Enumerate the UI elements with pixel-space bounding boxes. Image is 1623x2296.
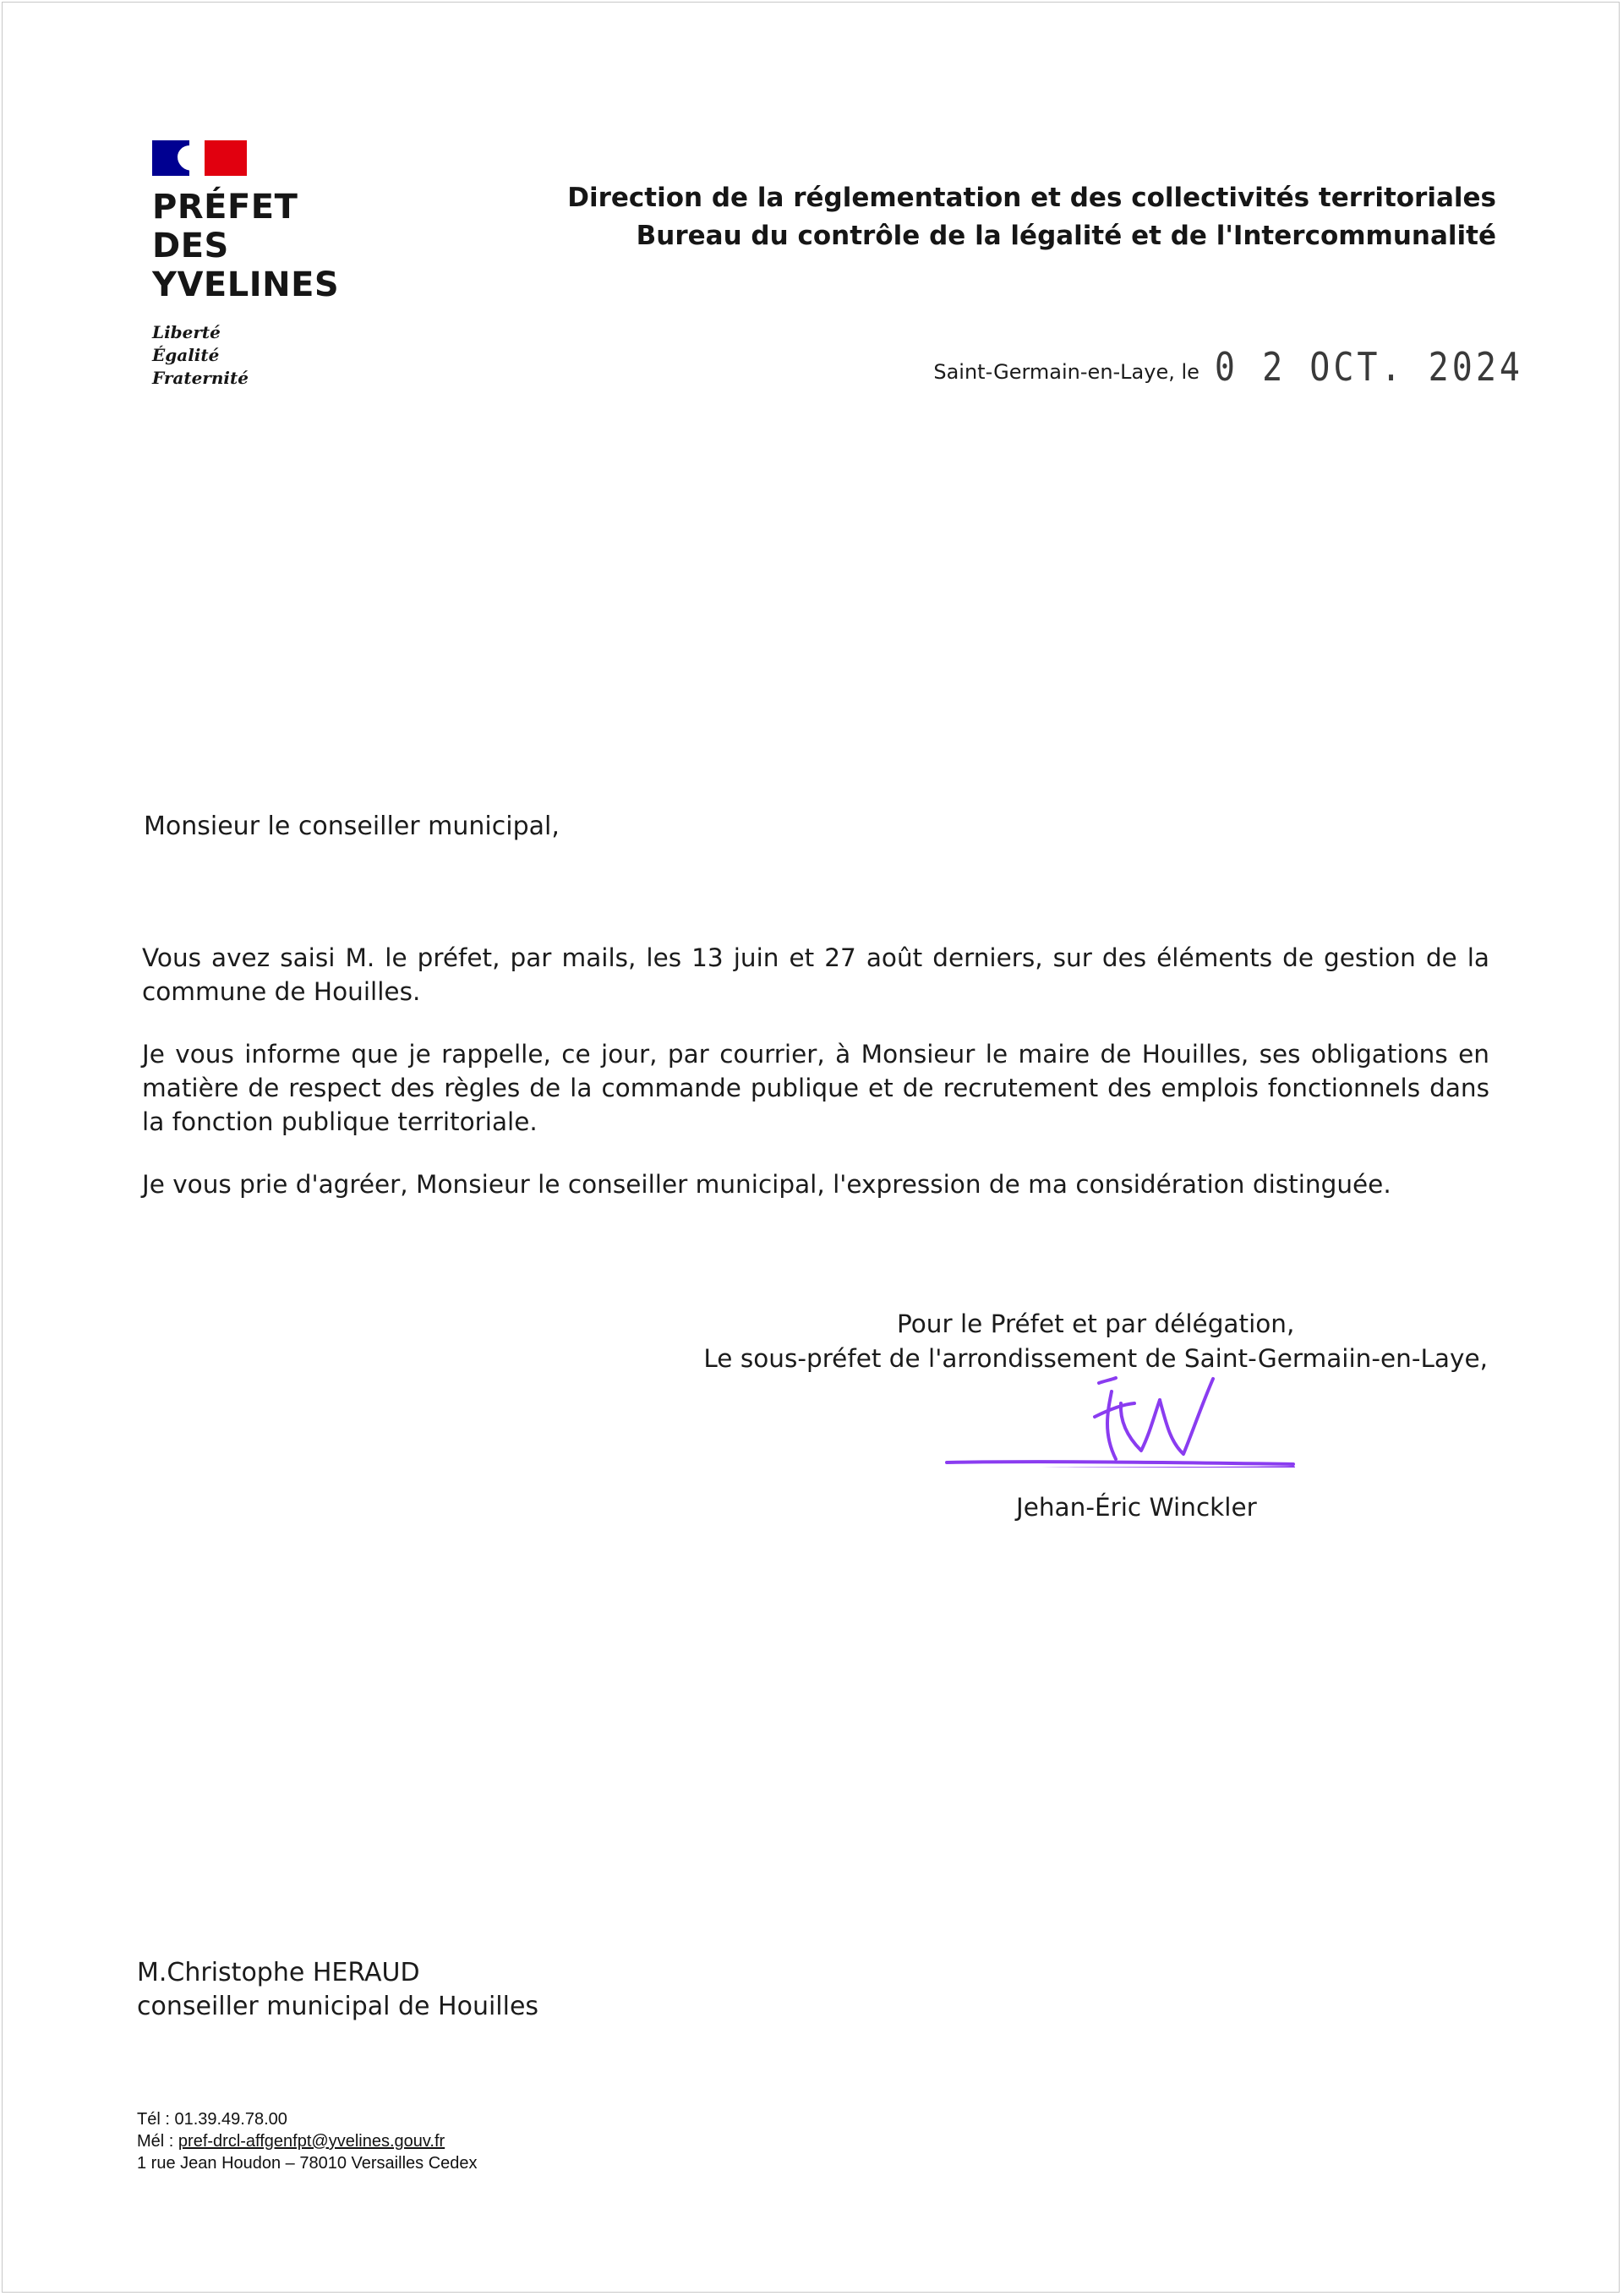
recipient — [137, 1956, 538, 2024]
paragraph-2: Je vous informe que je rappelle, ce jour, par courrier, à Monsieur le maire de Houilles, ses obligations en matière de respect des règles de la commande publique et de recrutement des emplois fonctionnels dans la fonction publique territoriale. — [142, 1040, 1489, 1136]
prefet-title-line2: DES YVELINES — [152, 227, 340, 304]
recipient-title: conseiller municipal de Houilles — [137, 1992, 539, 2021]
footer-email-line — [137, 2130, 478, 2152]
salutation: Monsieur le conseiller municipal, — [144, 812, 560, 841]
date-stamp: 0 2 OCT. 2024 — [1214, 345, 1523, 391]
signer-title: Le sous-préfet de l'arrondissement de Saint-Germaiin-en-Laye, — [703, 1344, 1488, 1373]
footer-email-label: Mél : — [137, 2132, 178, 2151]
letterhead-department — [567, 179, 1496, 255]
motto-egalite: Égalité — [152, 345, 220, 365]
contact-footer — [137, 2108, 478, 2174]
motto-liberte: Liberté — [152, 322, 221, 342]
signer-name: Jehan-Éric Winckler — [1016, 1493, 1257, 1522]
prefet-title — [152, 188, 423, 304]
republic-motto — [152, 321, 423, 390]
prefet-title-line1: PRÉFET — [152, 188, 298, 227]
footer-email-link[interactable]: pref-drcl-affgenfpt@yvelines.gouv.fr — [178, 2132, 445, 2151]
prefecture-logo — [152, 140, 423, 390]
bureau-name: Bureau du contrôle de la légalité et de l'Intercommunalité — [636, 221, 1496, 251]
paragraph-1: Vous avez saisi M. le préfet, par mails, les 13 juin et 27 août derniers, sur des éléments de gestion de la commune de Houilles. — [142, 943, 1489, 1006]
letter-body — [142, 941, 1489, 1230]
marianne-flag-icon — [152, 140, 247, 176]
delegation-line: Pour le Préfet et par délégation, — [896, 1309, 1295, 1338]
direction-name: Direction de la réglementation et des collectivités territoriales — [567, 183, 1496, 213]
paragraph-3: Je vous prie d'agréer, Monsieur le conseiller municipal, l'expression de ma considération distinguée. — [142, 1170, 1391, 1199]
place-and-date — [933, 345, 1523, 391]
place: Saint-Germain-en-Laye, le — [933, 360, 1199, 384]
recipient-name: M.Christophe HERAUD — [137, 1958, 420, 1987]
footer-phone: Tél : 01.39.49.78.00 — [137, 2110, 287, 2129]
motto-fraternite: Fraternité — [152, 368, 249, 388]
footer-address: 1 rue Jean Houdon – 78010 Versailles Cedex — [137, 2154, 478, 2173]
handwritten-signature — [938, 1366, 1302, 1468]
